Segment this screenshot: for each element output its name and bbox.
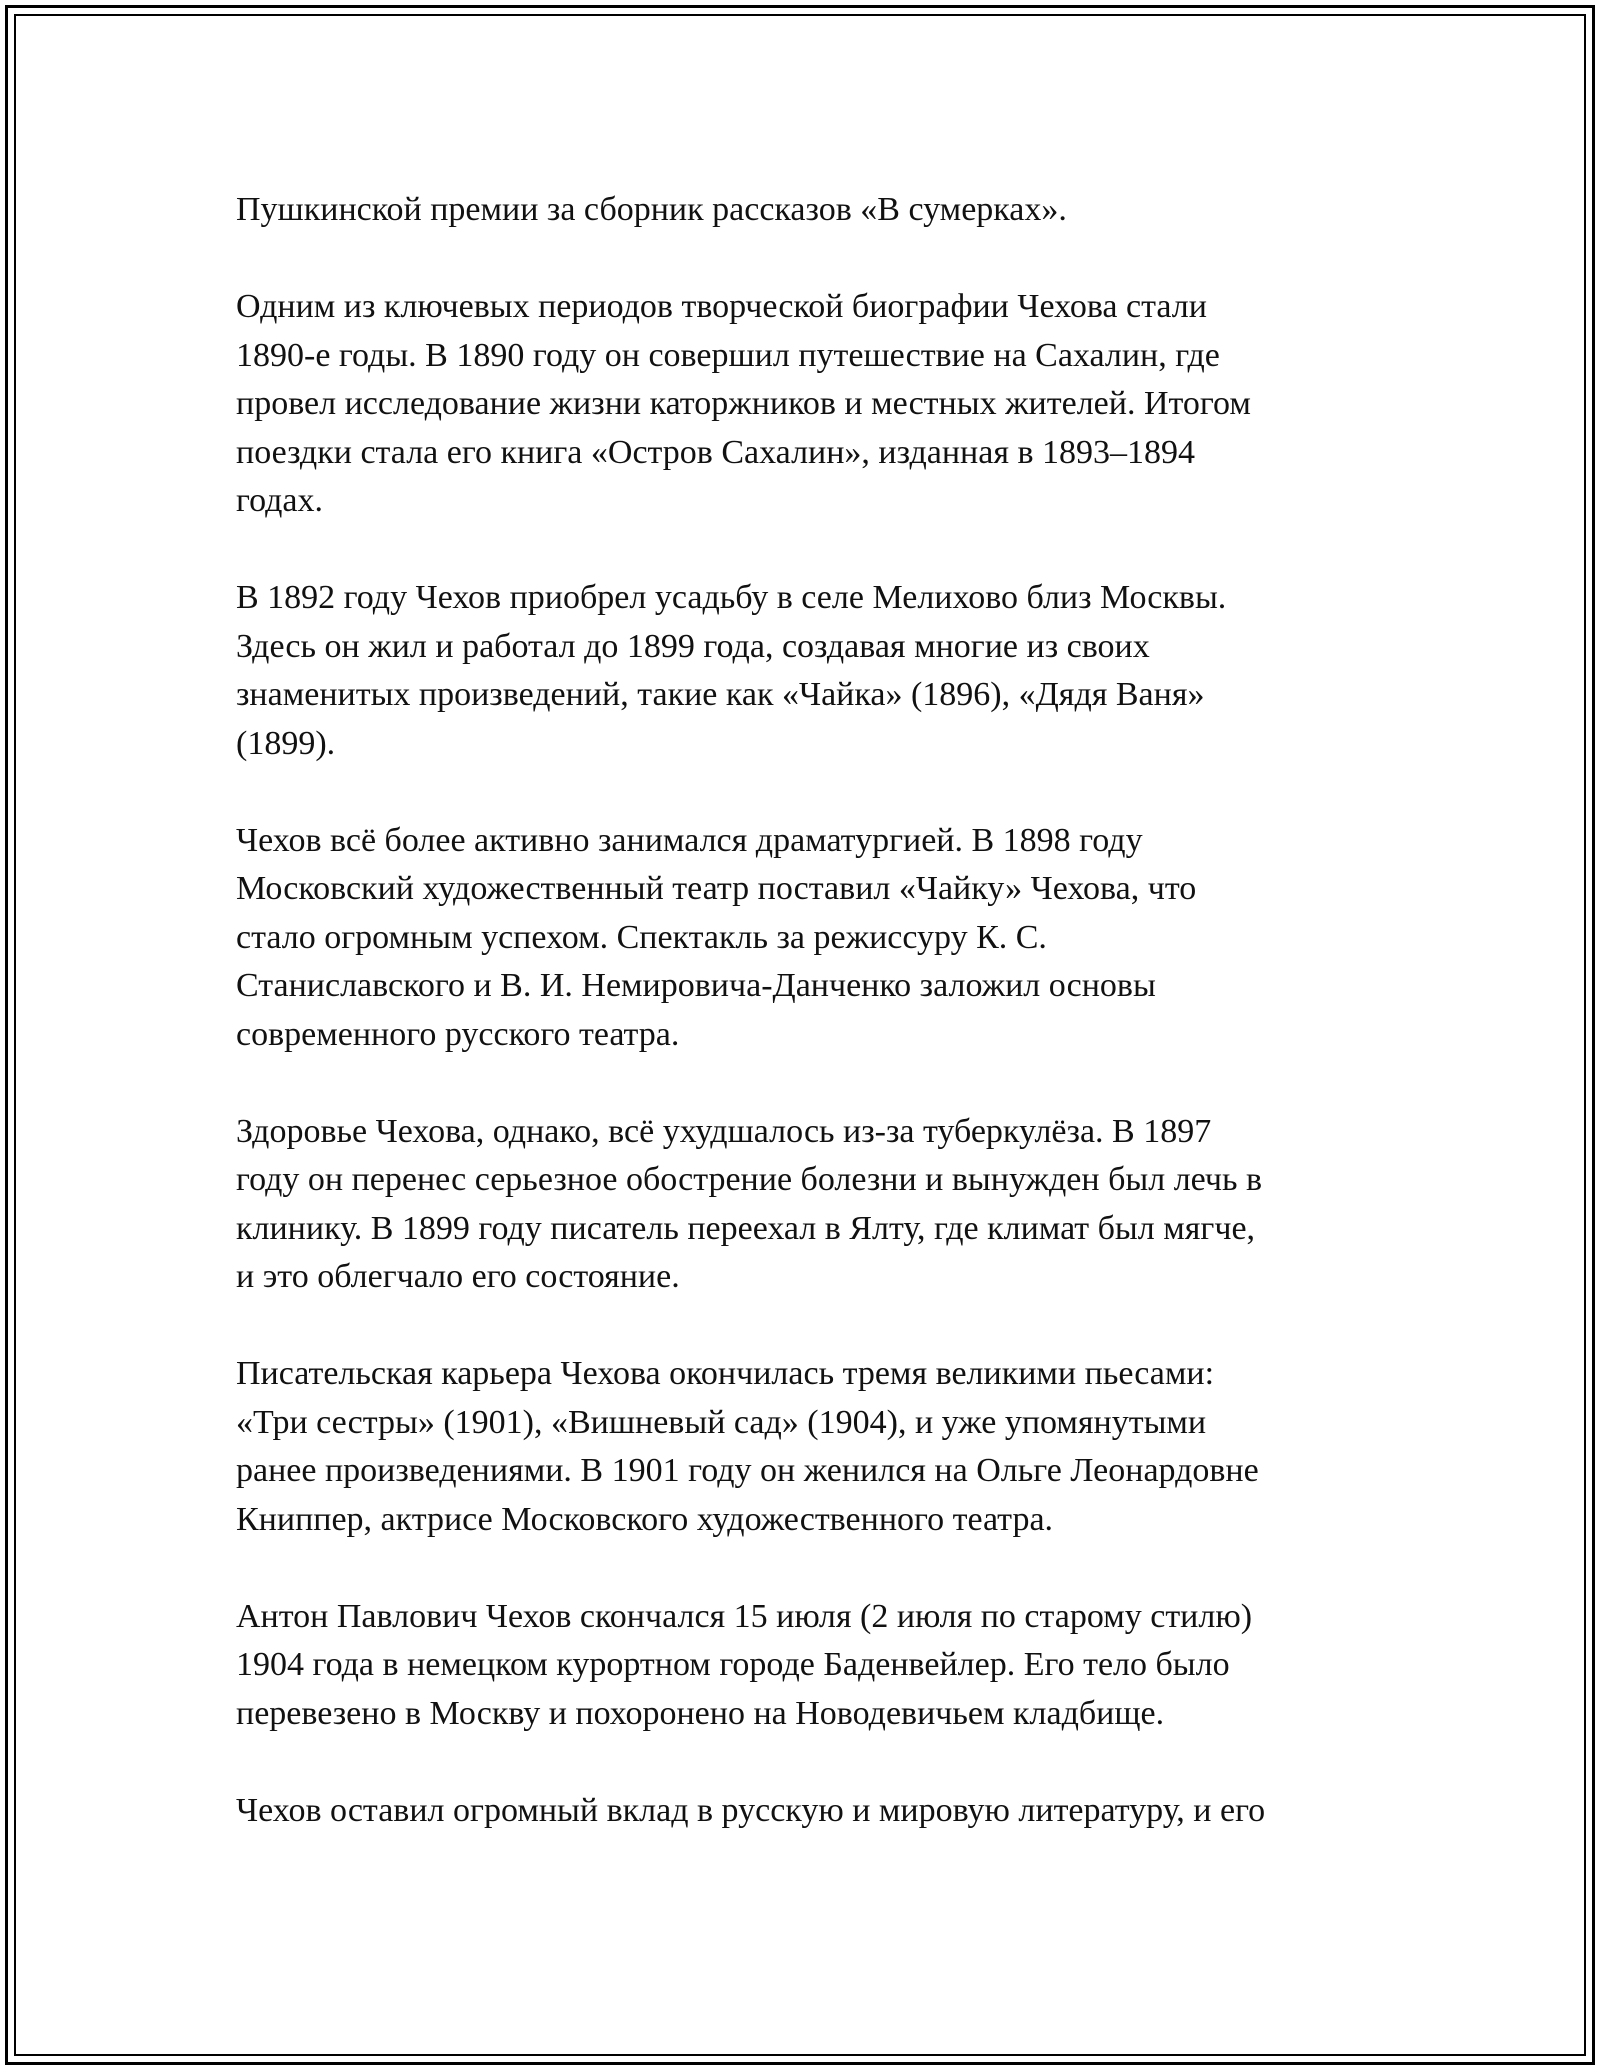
text-line: поездки стала его книга «Остров Сахалин», изданная в 1893–1894 — [236, 433, 1196, 471]
text-line: Здесь он жил и работал до 1899 года, создавая многие из своих — [236, 627, 1150, 665]
text-line: Одним из ключевых периодов творческой биографии Чехова стали — [236, 288, 1207, 325]
text-line: клинику. В 1899 году писатель переехал в Ялту, где климат был мягче, — [236, 1209, 1256, 1247]
text-line: перевезено в Москву и похоронено на Новодевичьем кладбище. — [236, 1694, 1165, 1732]
text-line: и это облегчало его состояние. — [236, 1258, 680, 1295]
text-line: стало огромным успехом. Спектакль за режиссуру К. С. — [236, 918, 1047, 956]
paragraph-6 — [236, 1350, 1366, 1544]
text-line: Пушкинской премии за сборник рассказов «В сумерках». — [236, 191, 1067, 228]
text-line: ранее произведениями. В 1901 году он женился на Ольге Леонардовне — [236, 1452, 1259, 1489]
text-line: Чехов всё более активно занимался драматургией. В 1898 году — [236, 821, 1143, 859]
document-body — [236, 186, 1366, 1884]
paragraph-8 — [236, 1787, 1366, 1836]
text-line: «Три сестры» (1901), «Вишневый сад» (1904), и уже упомянутыми — [236, 1403, 1207, 1441]
text-line: В 1892 году Чехов приобрел усадьбу в селе Мелихово близ Москвы. — [236, 579, 1227, 616]
text-line: Писательская карьера Чехова окончилась тремя великими пьесами: — [236, 1355, 1215, 1392]
text-line: знаменитых произведений, такие как «Чайка» (1896), «Дядя Ваня» — [236, 676, 1205, 713]
paragraph-1 — [236, 186, 1366, 235]
text-line: Станиславского и В. И. Немировича-Данченко заложил основы — [236, 967, 1156, 1004]
paragraph-4 — [236, 817, 1366, 1060]
text-line: современного русского театра. — [236, 1015, 680, 1053]
paragraph-5 — [236, 1108, 1366, 1302]
paragraph-3 — [236, 574, 1366, 768]
text-line: Московский художественный театр поставил «Чайку» Чехова, что — [236, 870, 1197, 907]
paragraph-7 — [236, 1593, 1366, 1739]
text-line: провел исследование жизни каторжников и местных жителей. Итогом — [236, 385, 1251, 422]
text-line: годах. — [236, 482, 324, 519]
text-line: 1890-е годы. В 1890 году он совершил путешествие на Сахалин, где — [236, 336, 1220, 374]
text-line: (1899). — [236, 724, 336, 762]
text-line: 1904 года в немецком курортном городе Баденвейлер. Его тело было — [236, 1646, 1230, 1683]
text-line: году он перенес серьезное обострение болезни и вынужден был лечь в — [236, 1161, 1263, 1198]
text-line: Книппер, актрисе Московского художественного театра. — [236, 1500, 1054, 1538]
text-line: Чехов оставил огромный вклад в русскую и мировую литературу, и его — [236, 1791, 1266, 1829]
paragraph-2 — [236, 283, 1366, 526]
text-line: Здоровье Чехова, однако, всё ухудшалось из-за туберкулёза. В 1897 — [236, 1112, 1212, 1150]
text-line: Антон Павлович Чехов скончался 15 июля (2 июля по старому стилю) — [236, 1597, 1253, 1635]
